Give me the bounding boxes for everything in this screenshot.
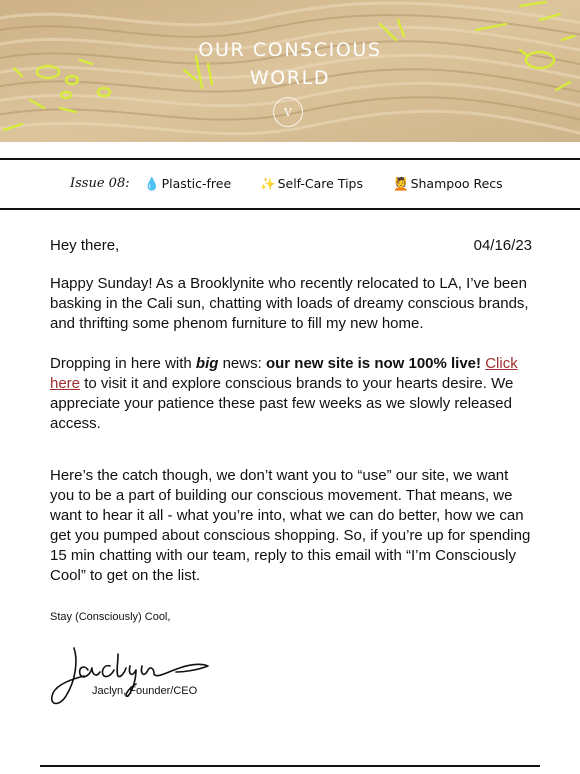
banner-title-line1: OUR CONSCIOUS <box>198 39 382 61</box>
click-here-link[interactable]: Click here <box>50 355 518 392</box>
news-rest-text: to visit it and explore conscious brands to your hearts desire. We appreciate your patience these past few weeks as we slowly released access. <box>50 375 514 432</box>
big-emphasis: big <box>195 355 219 372</box>
issue-label: Issue 08: <box>70 176 130 191</box>
logo-badge <box>273 97 303 127</box>
email-date: 04/16/23 <box>473 237 532 254</box>
site-live-announcement: our new site is now 100% live! <box>265 355 482 372</box>
email-body <box>50 236 532 606</box>
tab-label: Plastic-free <box>161 176 232 191</box>
issue-nav <box>0 160 580 208</box>
tab-label: Self-Care Tips <box>277 176 363 191</box>
banner-title-line2: WORLD <box>249 67 331 89</box>
logo-letter: V <box>284 105 292 119</box>
header-banner <box>0 0 580 142</box>
tab-label: Shampoo Recs <box>410 176 503 191</box>
signoff-closing: Stay (Consciously) Cool, <box>50 611 171 623</box>
tab-shampoo-recs[interactable] <box>393 176 503 192</box>
footer-rule <box>40 765 540 767</box>
greeting: Hey there, <box>50 237 120 254</box>
droplet-icon: 💧 <box>144 176 160 191</box>
paragraph-catch: Here’s the catch though, we don’t want you to “use” our site, we want you to be a part of building our conscious movement. That means, we want to hear it all - what you’re into, what we can do better, how we can get you pumped about conscious shopping. So, if you’re up for spending 15 min chatting with our team, reply to this email with “I’m Consciously Cool” to get on the list. <box>50 467 531 584</box>
paragraph-intro: Happy Sunday! As a Brooklynite who recently relocated to LA, I’ve been basking in the Cali sun, chatting with loads of dreamy conscious brands, and thrifting some phenom furniture to fill my new home. <box>50 275 529 332</box>
tab-plastic-free[interactable] <box>144 176 231 192</box>
banner-title <box>0 36 580 92</box>
news-word: news: <box>218 355 266 372</box>
signature-name: Jaclyn, Founder/CEO <box>92 685 198 697</box>
nav-rule-bottom <box>0 208 580 210</box>
paragraph-news <box>50 354 532 434</box>
tab-self-care-tips[interactable] <box>260 176 363 192</box>
signature-image <box>44 640 214 710</box>
greeting-row <box>50 236 532 256</box>
hair-wash-icon: 💆 <box>393 176 409 191</box>
sparkles-icon: ✨ <box>260 176 276 191</box>
news-intro-text: Dropping in here with <box>50 355 196 372</box>
